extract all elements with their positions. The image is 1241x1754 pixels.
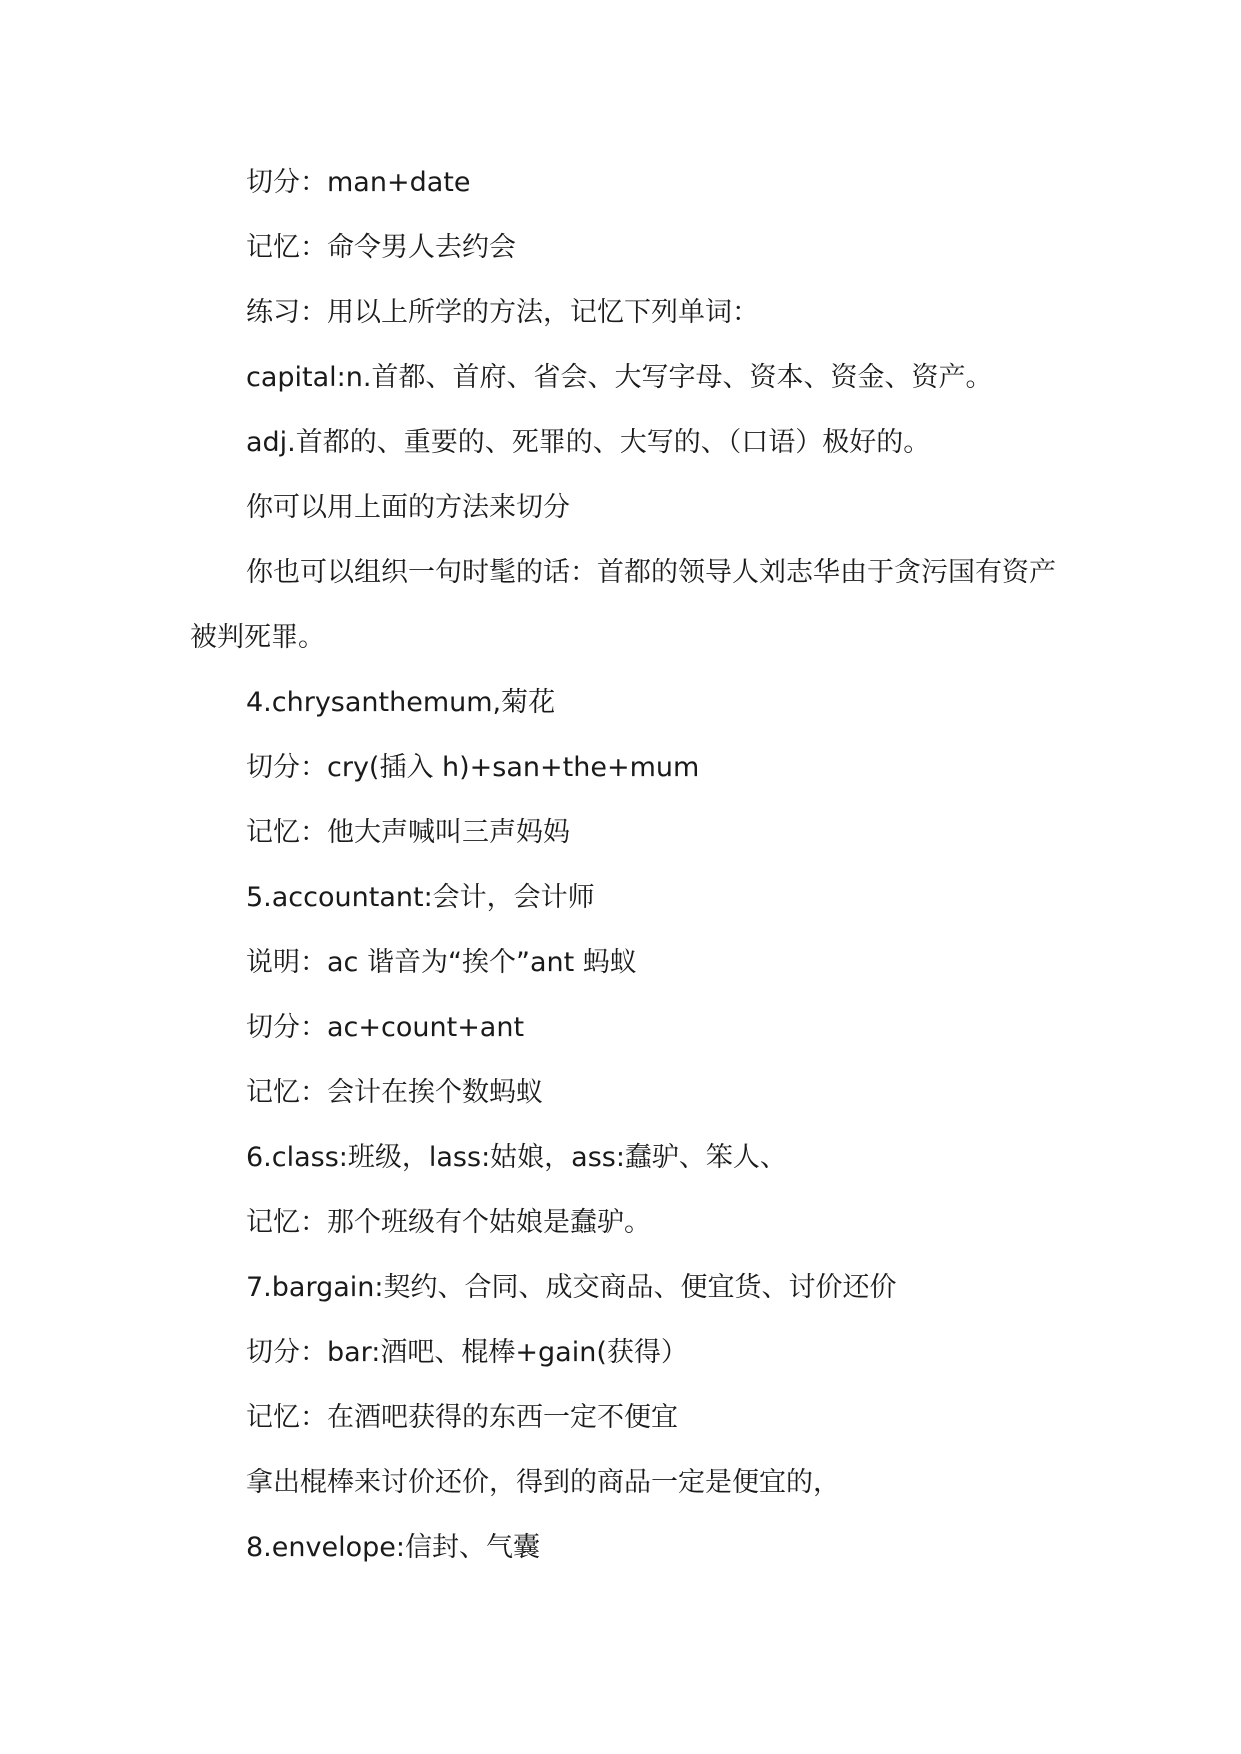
text-line: 7.bargain:契约、合同、成交商品、便宜货、讨价还价 — [246, 1272, 897, 1303]
text-line: 说明：ac 谐音为“挨个”ant 蚂蚁 — [246, 947, 637, 978]
text-line: 拿出棍棒来讨价还价，得到的商品一定是便宜的， — [246, 1467, 840, 1498]
text-line: 8.envelope:信封、气囊 — [246, 1532, 540, 1563]
text-line: 记忆：命令男人去约会 — [246, 232, 516, 263]
text-line: 你可以用上面的方法来切分 — [246, 492, 570, 523]
text-line: 记忆：在酒吧获得的东西一定不便宜 — [246, 1402, 678, 1433]
text-line: 5.accountant:会计，会计师 — [246, 882, 595, 913]
text-line: 记忆：会计在挨个数蚂蚁 — [246, 1077, 543, 1108]
text-line: 记忆：他大声喊叫三声妈妈 — [246, 817, 570, 848]
text-line: 切分：man+date — [246, 167, 471, 198]
text-line: 4.chrysanthemum,菊花 — [246, 687, 556, 718]
text-line: 切分：cry(插入 h)+san+the+mum — [246, 752, 700, 783]
text-line: capital:n.首都、首府、省会、大写字母、资本、资金、资产。 — [246, 362, 993, 393]
text-line: 6.class:班级，lass:姑娘，ass:蠢驴、笨人、 — [246, 1142, 787, 1173]
text-line: 切分：ac+count+ant — [246, 1012, 525, 1043]
text-paragraph: 你也可以组织一句时髦的话：首都的领导人刘志华由于贪污国有资产被判死罪。 — [190, 557, 1056, 653]
text-line: 记忆：那个班级有个姑娘是蠢驴。 — [246, 1207, 651, 1238]
text-line: 切分：bar:酒吧、棍棒+gain(获得） — [246, 1337, 688, 1368]
document-body — [190, 150, 1058, 1580]
text-line: adj.首都的、重要的、死罪的、大写的、（口语）极好的。 — [246, 427, 931, 458]
text-line: 练习：用以上所学的方法，记忆下列单词： — [246, 297, 759, 328]
